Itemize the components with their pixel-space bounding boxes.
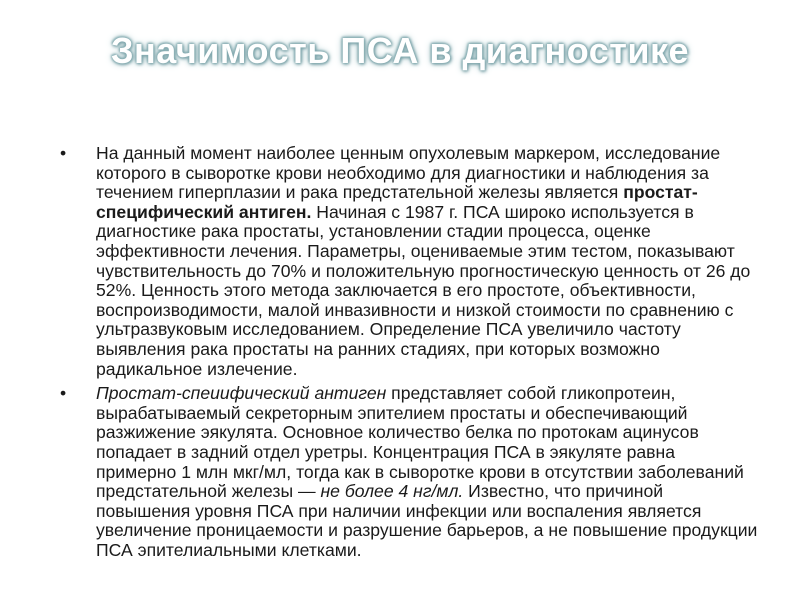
slide-body [60,144,760,565]
bullet-item-2 [60,384,760,560]
bullet-mark: • [60,143,67,163]
bold-term: простат-специфический антиген. [96,182,698,222]
bullet-text [96,143,750,379]
italic-term: Простат-спеиифический антиген [96,383,387,404]
slide-title: Значимость ПСА в диагностике [110,30,690,71]
text-run: Известно, что причиной повышения уровня ПСА при наличии инфекции или воспаления является увеличение проницаемости и разрушение барьеров, а не повышение продукции ПСА эпителиальными клетками. [96,481,758,560]
bullet-item-1 [60,144,760,379]
bullet-mark: • [60,383,67,404]
text-run: представляет собой гликопротеин, вырабатываемый секреторным эпителием простаты и обеспечивающий разжижение эякулята. Основное количество белка по протокам ацинусов попадает в задний отдел уретры. Концентрация ПСА в эякуляте равна примерно 1 млн мкг/мл, тогда как в сыворотке крови в отсутствии заболеваний предстательной железы — [96,383,744,502]
bullet-text [96,383,757,560]
italic-value: не более 4 нг/мл. [320,481,464,502]
text-run: На данный момент наиболее ценным опухолевым маркером, исследование которого в сыворотке крови необходимо для диагностики и наблюдения за течением гиперплазии и рака предстательной железы является [96,143,721,203]
text-run: Начиная с 1987 г. ПСА широко используется в диагностике рака простаты, установлении стадии процесса, оценке эффективности лечения. Параметры, оцениваемые этим тестом, показывают чувствительность до 70% и положительную прогностическую ценность от 26 до 52%. Ценность этого метода заключается в его простоте, объективности, воспроизводимости, малой инвазивности и низкой стоимости по сравнению с ультразвуковым исследованием. Определение ПСА увеличило частоту выявления рака простаты на ранних стадиях, при которых возможно радикальное излечение. [96,201,751,379]
